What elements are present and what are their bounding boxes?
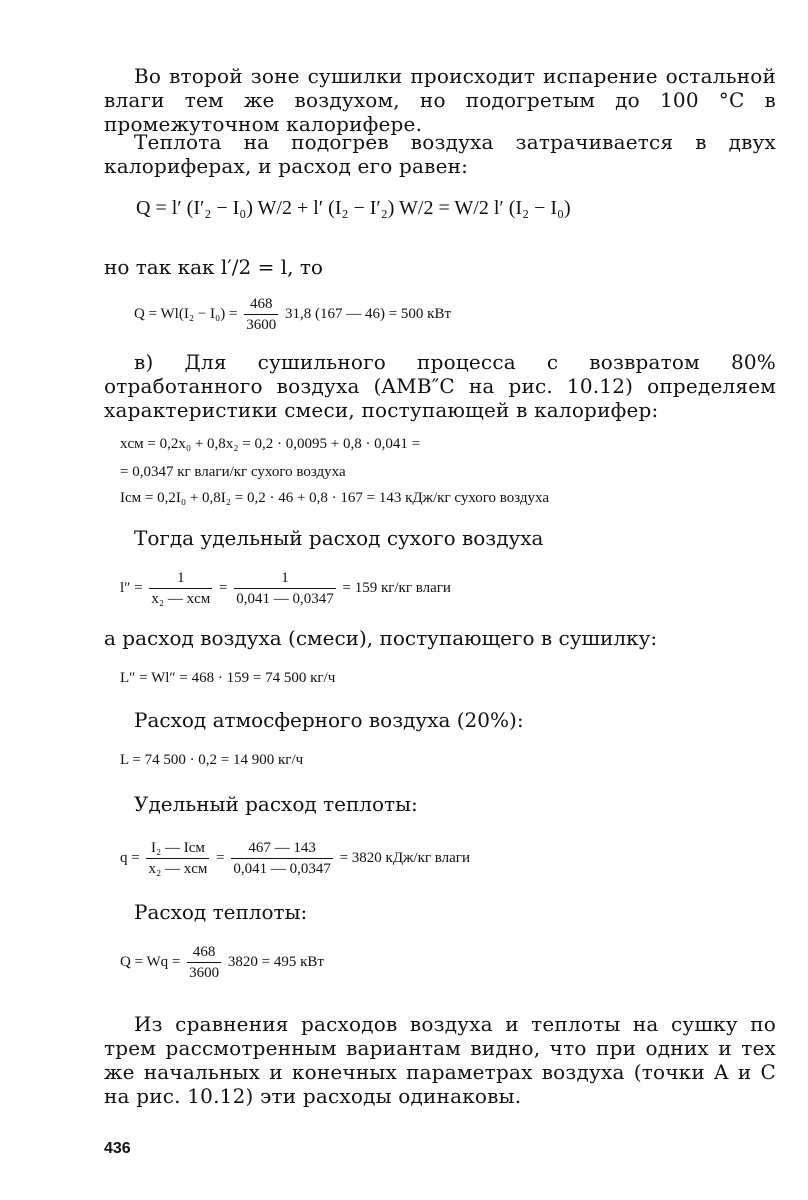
formula-heat-consumption-right: 3820 = 495 кВт	[227, 953, 324, 970]
formula-heat-left: Q = Wl(I₂ − I₀) =	[134, 305, 238, 322]
fraction-numerator: 1	[149, 568, 212, 589]
fraction-numerator: 468	[244, 294, 278, 315]
formula-mix-enthalpy: Iсм = 0,2I₀ + 0,8I₂ = 0,2 · 46 + 0,8 · 167 = 143 кДж/кг сухого воздуха	[120, 490, 550, 506]
line-specific-heat: Удельный расход теплоты:	[134, 792, 418, 816]
formula-heat-consumption	[120, 942, 324, 983]
paragraph-recirculation: в) Для сушильного процесса с возвратом 80% отработанного воздуха (AMB″C на рис. 10.12) определяем характеристики смеси, поступающей в калорифер:	[104, 350, 776, 422]
formula-specific-air-left: l″ =	[120, 579, 143, 596]
fraction-denominator: 3600	[189, 965, 220, 981]
formula-specific-heat-mid: =	[216, 849, 225, 866]
fraction-values	[231, 838, 333, 879]
fraction-enthalpy-moisture	[146, 838, 209, 879]
fraction-1-values	[234, 568, 336, 609]
line-since: но так как l′/2 = l, то	[104, 255, 323, 279]
fraction-numerator: 467 — 143	[231, 838, 333, 859]
formula-mix-moisture-result: = 0,0347 кг влаги/кг сухого воздуха	[120, 464, 346, 480]
formula-specific-air-mid: =	[219, 579, 228, 596]
formula-heat-right: 31,8 (167 — 46) = 500 кВт	[284, 305, 452, 322]
fraction-numerator: I₂ — Iсм	[146, 838, 209, 859]
fraction-468-3600	[244, 294, 278, 335]
formula-specific-heat-right: = 3820 кДж/кг влаги	[339, 849, 470, 866]
formula-atmospheric-air: L = 74 500 · 0,2 = 14 900 кг/ч	[120, 752, 304, 768]
formula-mixed-air: L″ = Wl″ = 468 · 159 = 74 500 кг/ч	[120, 670, 336, 686]
line-mixed-air: а расход воздуха (смеси), поступающего в сушилку:	[104, 626, 658, 650]
fraction-denominator: 0,041 — 0,0347	[236, 591, 334, 607]
fraction-denominator: 0,041 — 0,0347	[233, 861, 331, 877]
formula-specific-heat-left: q =	[120, 849, 140, 866]
fraction-1-x2-xcm	[149, 568, 212, 609]
fraction-denominator: x₂ — xсм	[151, 591, 211, 607]
paragraph-heat-consumption: Теплота на подогрев воздуха затрачивается в двух калориферах, и расход его равен:	[104, 130, 776, 178]
formula-heat-result	[134, 294, 451, 335]
formula-total-heat: Q = l′ (I′₂ − I₀) W/2 + l′ (I₂ − I′₂) W/2 = W/2 l′ (I₂ − I₀)	[136, 197, 571, 219]
formula-mix-moisture: xсм = 0,2x₀ + 0,8x₂ = 0,2 · 0,0095 + 0,8 · 0,041 =	[120, 436, 421, 452]
line-specific-air: Тогда удельный расход сухого воздуха	[134, 526, 544, 550]
page-number: 436	[104, 1140, 131, 1157]
paragraph-second-zone: Во второй зоне сушилки происходит испарение остальной влаги тем же воздухом, но подогретым до 100 °C в промежуточном калорифере.	[104, 64, 776, 136]
formula-specific-air	[120, 568, 451, 609]
fraction-numerator: 468	[187, 942, 221, 963]
fraction-468-3600-second	[187, 942, 221, 983]
fraction-denominator: 3600	[246, 317, 277, 333]
line-atmospheric-air: Расход атмосферного воздуха (20%):	[134, 708, 524, 732]
fraction-numerator: 1	[234, 568, 336, 589]
formula-specific-air-right: = 159 кг/кг влаги	[342, 579, 451, 596]
formula-specific-heat	[120, 838, 470, 879]
fraction-denominator: x₂ — xсм	[148, 861, 208, 877]
formula-heat-consumption-left: Q = Wq =	[120, 953, 181, 970]
paragraph-conclusion: Из сравнения расходов воздуха и теплоты на сушку по трем рассмотренным вариантам видно, что при одних и тех же начальных и конечных параметрах воздуха (точки A и C на рис. 10.12) эти расходы одинаковы.	[104, 1012, 776, 1108]
line-heat-consumption: Расход теплоты:	[134, 900, 308, 924]
